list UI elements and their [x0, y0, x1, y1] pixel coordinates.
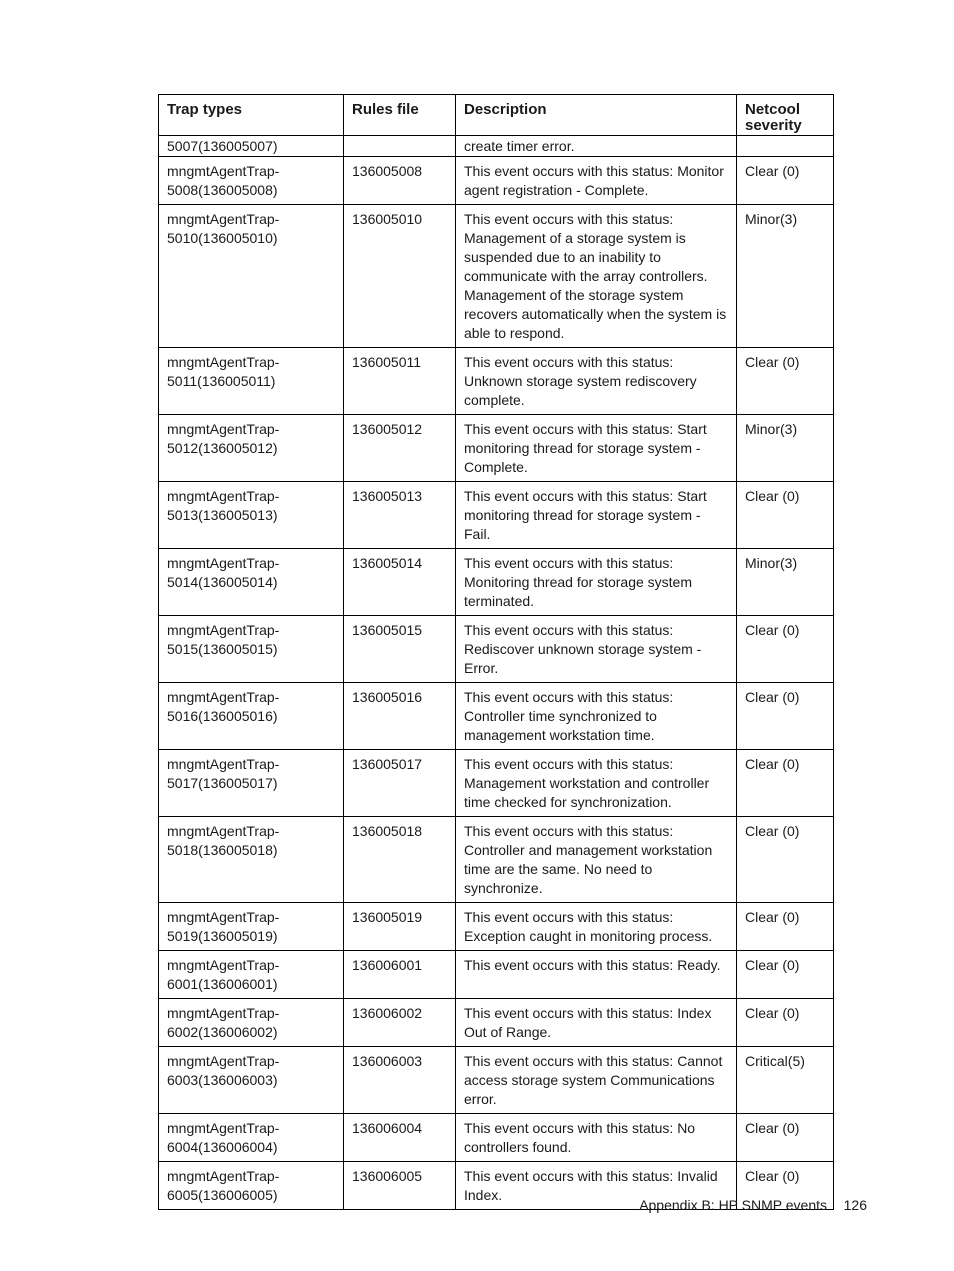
severity-cell: Clear (0) [737, 817, 834, 903]
table-row [159, 616, 834, 683]
table-row [159, 205, 834, 348]
rules-file-cell: 136005011 [344, 348, 456, 415]
trap-type-cell: mngmtAgentTrap-5013(136005013) [159, 482, 344, 549]
rules-file-cell: 136006003 [344, 1047, 456, 1114]
severity-cell: Clear (0) [737, 999, 834, 1047]
severity-cell: Clear (0) [737, 903, 834, 951]
description-cell: create timer error. [456, 136, 737, 157]
trap-type-cell: mngmtAgentTrap-6003(136006003) [159, 1047, 344, 1114]
severity-cell: Critical(5) [737, 1047, 834, 1114]
trap-type-cell: mngmtAgentTrap-5014(136005014) [159, 549, 344, 616]
header-trap-types: Trap types [159, 95, 344, 136]
rules-file-cell: 136005015 [344, 616, 456, 683]
table-row [159, 1047, 834, 1114]
description-cell: This event occurs with this status: Unknown storage system rediscovery complete. [456, 348, 737, 415]
table-row [159, 348, 834, 415]
trap-type-cell: mngmtAgentTrap-5016(136005016) [159, 683, 344, 750]
description-cell: This event occurs with this status: Index Out of Range. [456, 999, 737, 1047]
table-row [159, 817, 834, 903]
severity-cell [737, 136, 834, 157]
header-rules-file: Rules file [344, 95, 456, 136]
rules-file-cell: 136005013 [344, 482, 456, 549]
rules-file-cell: 136005019 [344, 903, 456, 951]
description-cell: This event occurs with this status: Exception caught in monitoring process. [456, 903, 737, 951]
table-row [159, 482, 834, 549]
table-row [159, 750, 834, 817]
trap-type-cell: mngmtAgentTrap-5010(136005010) [159, 205, 344, 348]
table-row-continued [159, 136, 834, 157]
table-row [159, 951, 834, 999]
rules-file-cell: 136005010 [344, 205, 456, 348]
description-cell: This event occurs with this status: Start monitoring thread for storage system - Complete. [456, 415, 737, 482]
page-footer [0, 1196, 954, 1216]
description-cell: This event occurs with this status: Monitoring thread for storage system terminated. [456, 549, 737, 616]
rules-file-cell: 136005017 [344, 750, 456, 817]
table-row [159, 415, 834, 482]
table-row [159, 999, 834, 1047]
trap-type-cell: mngmtAgentTrap-5015(136005015) [159, 616, 344, 683]
trap-type-cell: mngmtAgentTrap-6004(136006004) [159, 1114, 344, 1162]
description-cell: This event occurs with this status: Invalid Index. [456, 1162, 737, 1210]
rules-file-cell [344, 136, 456, 157]
table-row [159, 1114, 834, 1162]
trap-type-cell: 5007(136005007) [159, 136, 344, 157]
rules-file-cell: 136005018 [344, 817, 456, 903]
rules-file-cell: 136005014 [344, 549, 456, 616]
trap-type-cell: mngmtAgentTrap-5018(136005018) [159, 817, 344, 903]
severity-cell: Clear (0) [737, 750, 834, 817]
description-cell: This event occurs with this status: Controller time synchronized to management workstation time. [456, 683, 737, 750]
rules-file-cell: 136005016 [344, 683, 456, 750]
table-row [159, 683, 834, 750]
trap-type-cell: mngmtAgentTrap-5019(136005019) [159, 903, 344, 951]
trap-type-cell: mngmtAgentTrap-6002(136006002) [159, 999, 344, 1047]
description-cell: This event occurs with this status: Controller and management workstation time are the same. No need to synchronize. [456, 817, 737, 903]
severity-cell: Clear (0) [737, 157, 834, 205]
rules-file-cell: 136005012 [344, 415, 456, 482]
trap-type-cell: mngmtAgentTrap-6005(136006005) [159, 1162, 344, 1210]
description-cell: This event occurs with this status: No controllers found. [456, 1114, 737, 1162]
trap-type-cell: mngmtAgentTrap-5012(136005012) [159, 415, 344, 482]
description-cell: This event occurs with this status: Ready. [456, 951, 737, 999]
footer-section-title: Appendix B: HP SNMP events [639, 1197, 827, 1213]
severity-cell: Minor(3) [737, 549, 834, 616]
rules-file-cell: 136006001 [344, 951, 456, 999]
description-cell: This event occurs with this status: Management workstation and controller time checked for synchronization. [456, 750, 737, 817]
header-description: Description [456, 95, 737, 136]
table-row [159, 157, 834, 205]
trap-type-cell: mngmtAgentTrap-5011(136005011) [159, 348, 344, 415]
page-number: 126 [843, 1197, 867, 1213]
trap-type-cell: mngmtAgentTrap-6001(136006001) [159, 951, 344, 999]
severity-cell: Clear (0) [737, 482, 834, 549]
trap-type-cell: mngmtAgentTrap-5017(136005017) [159, 750, 344, 817]
severity-cell: Clear (0) [737, 348, 834, 415]
description-cell: This event occurs with this status: Start monitoring thread for storage system - Fail. [456, 482, 737, 549]
severity-cell: Minor(3) [737, 415, 834, 482]
description-cell: This event occurs with this status: Cannot access storage system Communications error. [456, 1047, 737, 1114]
severity-cell: Minor(3) [737, 205, 834, 348]
trap-events-table [158, 94, 834, 1210]
severity-cell: Clear (0) [737, 1162, 834, 1210]
description-cell: This event occurs with this status: Monitor agent registration - Complete. [456, 157, 737, 205]
rules-file-cell: 136006004 [344, 1114, 456, 1162]
severity-cell: Clear (0) [737, 683, 834, 750]
description-cell: This event occurs with this status: Management of a storage system is suspended due to an inability to communicate with the array controllers. Management of the storage system recovers automatically when the system is able to respond. [456, 205, 737, 348]
severity-cell: Clear (0) [737, 951, 834, 999]
description-cell: This event occurs with this status: Rediscover unknown storage system - Error. [456, 616, 737, 683]
table-row [159, 903, 834, 951]
rules-file-cell: 136006005 [344, 1162, 456, 1210]
rules-file-cell: 136006002 [344, 999, 456, 1047]
severity-cell: Clear (0) [737, 1114, 834, 1162]
table-row [159, 549, 834, 616]
trap-type-cell: mngmtAgentTrap-5008(136005008) [159, 157, 344, 205]
table-header-row [159, 95, 834, 136]
header-netcool-severity: Netcool severity [737, 95, 834, 136]
severity-cell: Clear (0) [737, 616, 834, 683]
rules-file-cell: 136005008 [344, 157, 456, 205]
